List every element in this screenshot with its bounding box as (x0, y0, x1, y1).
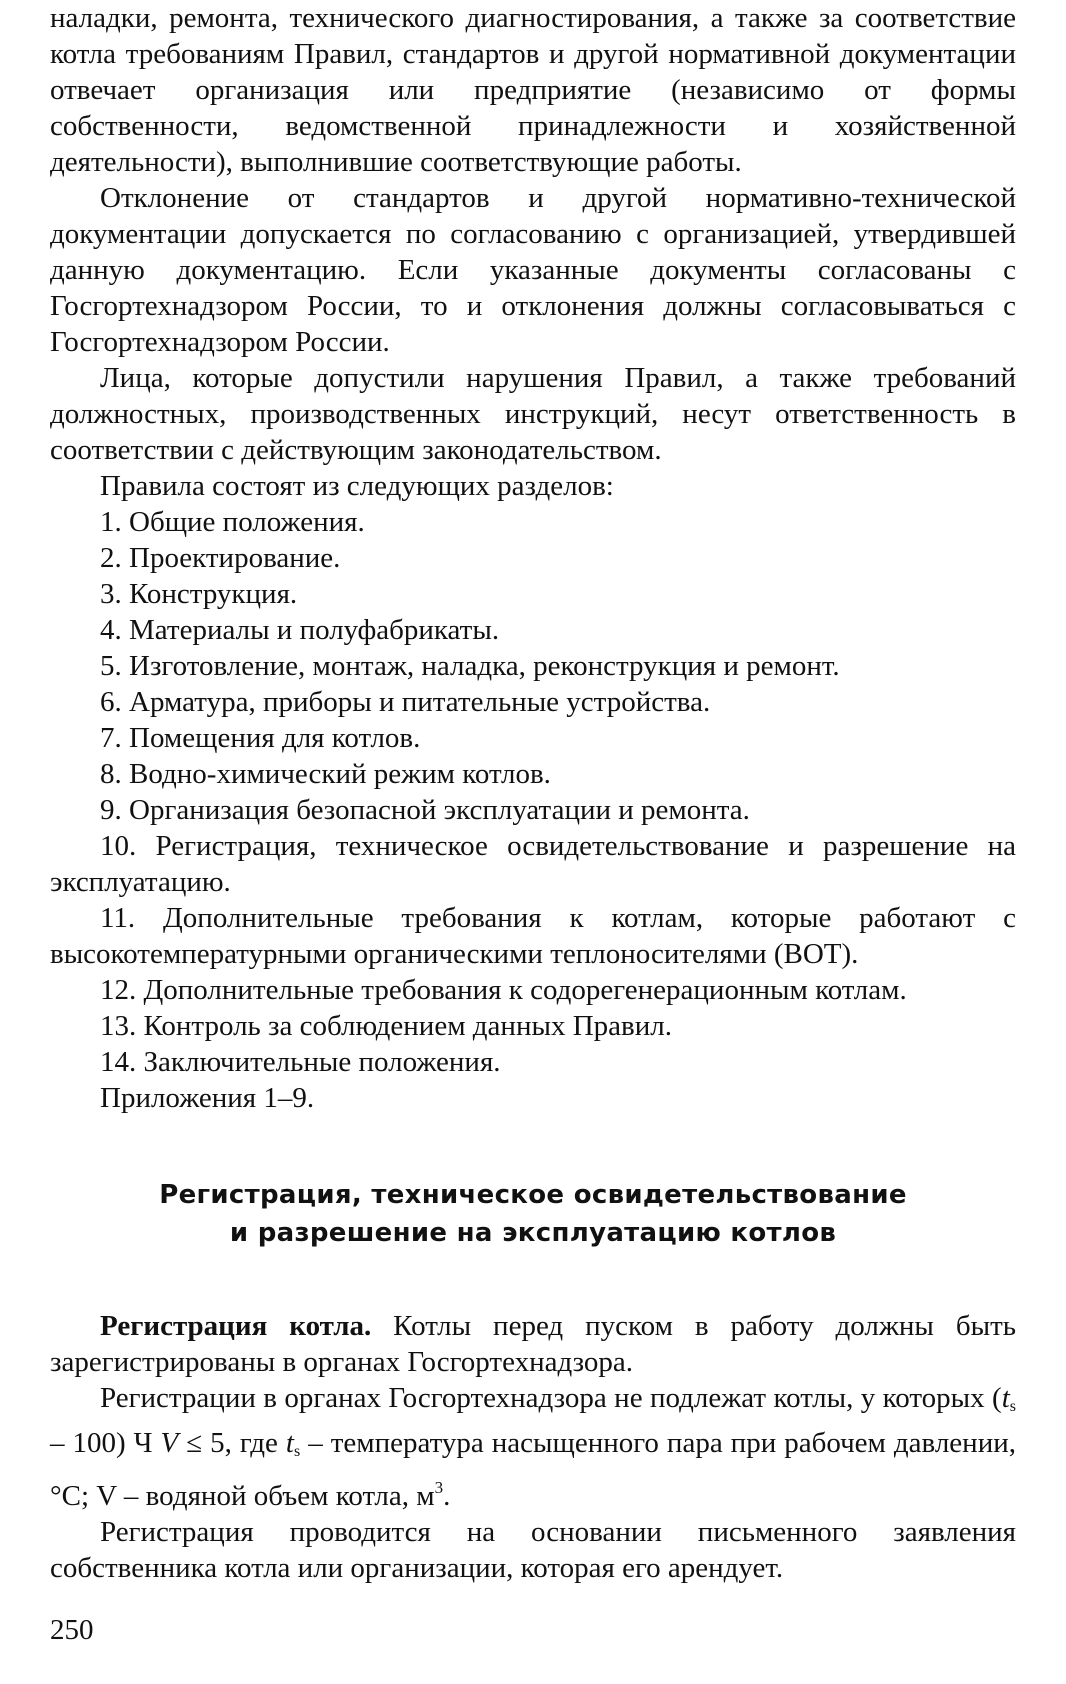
list-item: 4. Материалы и полуфабрикаты. (100, 614, 500, 646)
list-item: 10. Регистрация, техническое освидетельствование и разрешение на эксплуатацию. (50, 830, 1016, 898)
paragraph-registration-exempt (50, 1380, 1016, 1514)
list-item: 14. Заключительные положения. (100, 1046, 501, 1078)
paragraph-registration-lead (50, 1308, 1016, 1380)
list-item: 11. Дополнительные требования к котлам, которые работают с высокотемпературными органическими теплоносителями (ВОТ). (50, 902, 1016, 970)
paragraph-deviation: Отклонение от стандартов и другой нормативно-технической документации допускается по согласованию с организацией, утвердившей данную документацию. Если указанные документы согласованы с Госгортехнадзором России, то и отклонения должны согласовываться с Госгортехнадзором России. (50, 182, 1016, 358)
list-item: 7. Помещения для котлов. (100, 722, 421, 754)
list-item: 8. Водно-химический режим котлов. (100, 758, 551, 790)
list-item: Приложения 1–9. (100, 1082, 315, 1114)
page-number: 250 (50, 1614, 94, 1646)
paragraph-registration-basis: Регистрация проводится на основании письменного заявления собственника котла или организации, которая его арендует. (50, 1516, 1016, 1584)
section-heading (50, 1176, 1016, 1252)
registration-lead-rest: Котлы перед пуском в работу должны быть зарегистрированы в органах Госгортехнадзора. (50, 1310, 1016, 1378)
document-page (50, 0, 1016, 1586)
t2-symbol: t (285, 1427, 294, 1459)
list-item: 5. Изготовление, монтаж, наладка, реконструкция и ремонт. (100, 650, 840, 682)
registration-lead-bold: Регистрация котла. (100, 1310, 372, 1342)
list-item: 13. Контроль за соблюдением данных Правил. (100, 1010, 672, 1042)
section-heading-line2: и разрешение на эксплуатацию котлов (229, 1218, 837, 1248)
exempt-text-before: Регистрации в органах Госгортехнадзора не подлежат котлы, у которых ( (100, 1382, 1002, 1414)
exempt-text-after-v: ≤ 5, где (178, 1427, 286, 1459)
list-item: 2. Проектирование. (100, 542, 341, 574)
t-subscript: s (1009, 1398, 1016, 1415)
sections-list (50, 504, 1016, 1116)
t-symbol: t (1001, 1382, 1010, 1414)
exempt-text-mid: – 100) Ч (50, 1427, 161, 1459)
list-item: 1. Общие положения. (100, 506, 365, 538)
list-item: 12. Дополнительные требования к содорегенерационным котлам. (100, 974, 907, 1006)
paragraph-violations: Лица, которые допустили нарушения Правил, а также требований должностных, производственных инструкций, несут ответственность в соответствии с действующим законодательством. (50, 362, 1016, 466)
list-item: 9. Организация безопасной эксплуатации и ремонта. (100, 794, 750, 826)
v-symbol: V (160, 1427, 179, 1459)
exempt-definition: – температура насыщенного пара при рабочем давлении, °С; V – водяной объем котла, м (50, 1427, 1016, 1512)
t2-subscript: s (293, 1443, 301, 1460)
list-item: 6. Арматура, приборы и питательные устройства. (100, 686, 711, 718)
list-item: 3. Конструкция. (100, 578, 298, 610)
cube-superscript: 3 (434, 1478, 444, 1497)
exempt-end: . (443, 1480, 451, 1512)
section-heading-line1: Регистрация, техническое освидетельствование (159, 1180, 907, 1210)
paragraph-sections-intro: Правила состоят из следующих разделов: (100, 470, 614, 502)
paragraph-responsibility: наладки, ремонта, технического диагностирования, а также за соответствие котла требованиям Правил, стандартов и другой нормативной документации отвечает организация или предприятие (независимо от формы собственности, ведомственной принадлежности и хозяйственной деятельности), выполнившие соответствующие работы. (50, 2, 1016, 178)
